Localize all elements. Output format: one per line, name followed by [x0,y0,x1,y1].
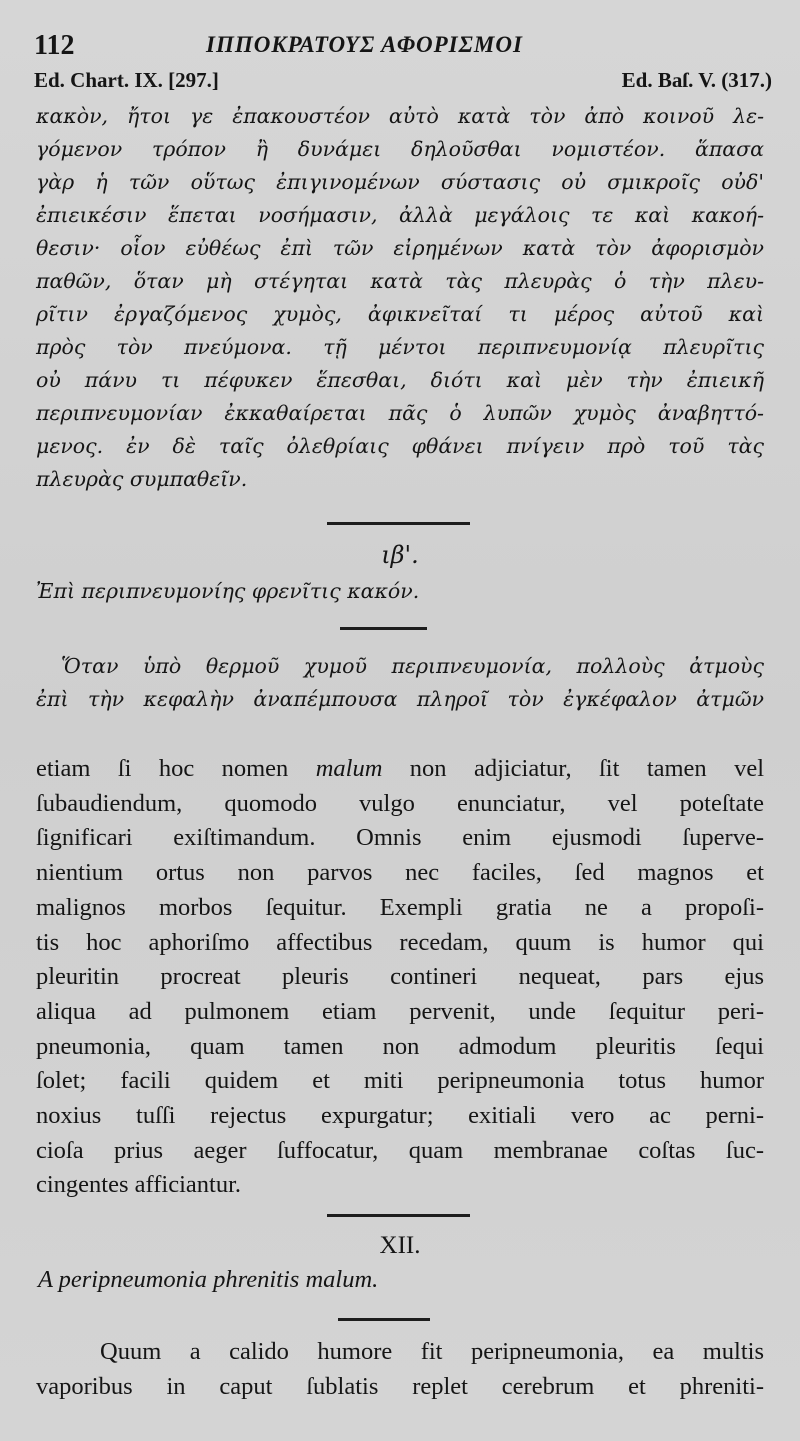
greek-line: ρῖτιν ἐργαζόμενος χυμὸς, ἀφικνεῖταί τι μέρος αὐτοῦ καὶ [36,302,764,326]
latin-line: nientium ortus non parvos nec faciles, ſed magnos et [36,859,764,887]
latin-line: ſolet; facili quidem et miti peripneumonia totus humor [36,1067,764,1095]
latin-line: cioſa prius aeger ſuffocatur, quam membranae coſtas ſuc- [36,1136,764,1164]
latin-line: malignos morbos ſequitur. Exempli gratia ne a propoſi- [36,893,764,921]
latin-commentary-start [36,1335,764,1404]
greek-line: κακὸν, ἤτοι γε ἐπακουστέον αὐτὸ κατὰ τὸν ἀπὸ κοινοῦ λε- [36,104,764,128]
latin-aphorism-number: XII. [379,1232,421,1259]
greek-line: πρὸς τὸν πνεύμονα. τῇ μέντοι περιπνευμονίᾳ πλευρῖτις [36,335,764,359]
greek-line: ἐπιεικέσιν ἕπεται νοσήμασιν, ἀλλὰ μεγάλοις τε καὶ κακοή- [36,203,764,227]
section-divider [327,522,470,525]
section-divider [327,1214,470,1217]
latin-line: aliqua ad pulmonem etiam pervenit, unde ſequitur peri- [36,997,764,1025]
greek-line: παθῶν, ὅταν μὴ στέγηται κατὰ τὰς πλευρὰς ὁ τὴν πλευ- [36,269,764,293]
section-divider [340,627,427,630]
edition-reference-basel: Ed. Baſ. V. (317.) [621,68,772,92]
greek-line: θεσιν· οἷον εὐθέως ἐπὶ τῶν εἰρημένων κατὰ τὸν ἀφορισμὸν [36,236,764,260]
latin-line: cingentes afficiantur. [36,1171,241,1199]
greek-line: γόμενον τρόπον ἢ δυνάμει δηλοῦσθαι νομιστέον. ἅπασα [36,137,764,161]
latin-commentary [36,752,764,1203]
greek-commentary [36,100,764,496]
greek-line: οὐ πάνυ τι πέφυκεν ἕπεσθαι, διότι καὶ μὲν τὴν ἐπιεικῆ [36,368,764,392]
latin-line: ſignificari exiſtimandum. Omnis enim ejusmodi ſuperve- [36,824,764,852]
latin-aphorism-title: A peripneumonia phrenitis malum. [38,1266,379,1293]
section-divider [338,1318,430,1321]
latin-line: pleuritin procreat pleuris contineri nequeat, pars ejus [36,963,764,991]
greek-line: μενος. ἐν δὲ ταῖς ὀλεθρίαις φθάνει πνίγειν πρὸ τοῦ τὰς [36,434,764,458]
latin-line: vaporibus in caput ſublatis replet cerebrum et phreniti- [36,1372,764,1400]
greek-line: πλευρὰς συμπαθεῖν. [36,467,248,491]
page-number: 112 [34,30,75,61]
greek-line: περιπνευμονίαν ἐκκαθαίρεται πᾶς ὁ λυπῶν χυμὸς ἀναβηττό- [36,401,764,425]
latin-emphasis: malum [315,755,383,782]
latin-line: noxius tuſſi rejectus expurgatur; exitiali vero ac perni- [36,1102,764,1130]
greek-commentary-start [36,650,764,716]
greek-aphorism-number: ιβ'. [381,541,419,569]
latin-line: tis hoc aphoriſmo affectibus recedam, quum is humor qui [36,928,764,956]
greek-aphorism-title: Ἐπὶ περιπνευμονίης φρενῖτις κακόν. [36,579,420,603]
greek-line: ἐπὶ τὴν κεφαλὴν ἀναπέμπουσα πληροῖ τὸν ἐγκέφαλον ἀτμῶν [36,687,764,711]
latin-line: etiam ſi hoc nomen malum non adjiciatur, ſit tamen vel [36,755,765,782]
greek-line: Ὅταν ὑπὸ θερμοῦ χυμοῦ περιπνευμονία, πολλοὺς ἀτμοὺς [61,654,764,678]
latin-line: Quum a calido humore fit peripneumonia, ea multis [100,1338,764,1365]
page-header [34,30,774,70]
greek-line: γὰρ ἡ τῶν οὕτως ἐπιγινομένων σύστασις οὐ σμικροῖς οὐδ' [36,170,764,194]
latin-line: ſubaudiendum, quomodo vulgo enunciatur, vel poteſtate [36,789,764,817]
latin-line: pneumonia, quam tamen non admodum pleuritis ſequi [36,1032,764,1060]
edition-references [34,68,772,96]
edition-reference-chartier: Ed. Chart. IX. [297.] [34,68,219,92]
running-title: ΙΠΠΟΚΡΑΤΟΥΣ ΑΦΟΡΙΣΜΟΙ [206,32,523,57]
